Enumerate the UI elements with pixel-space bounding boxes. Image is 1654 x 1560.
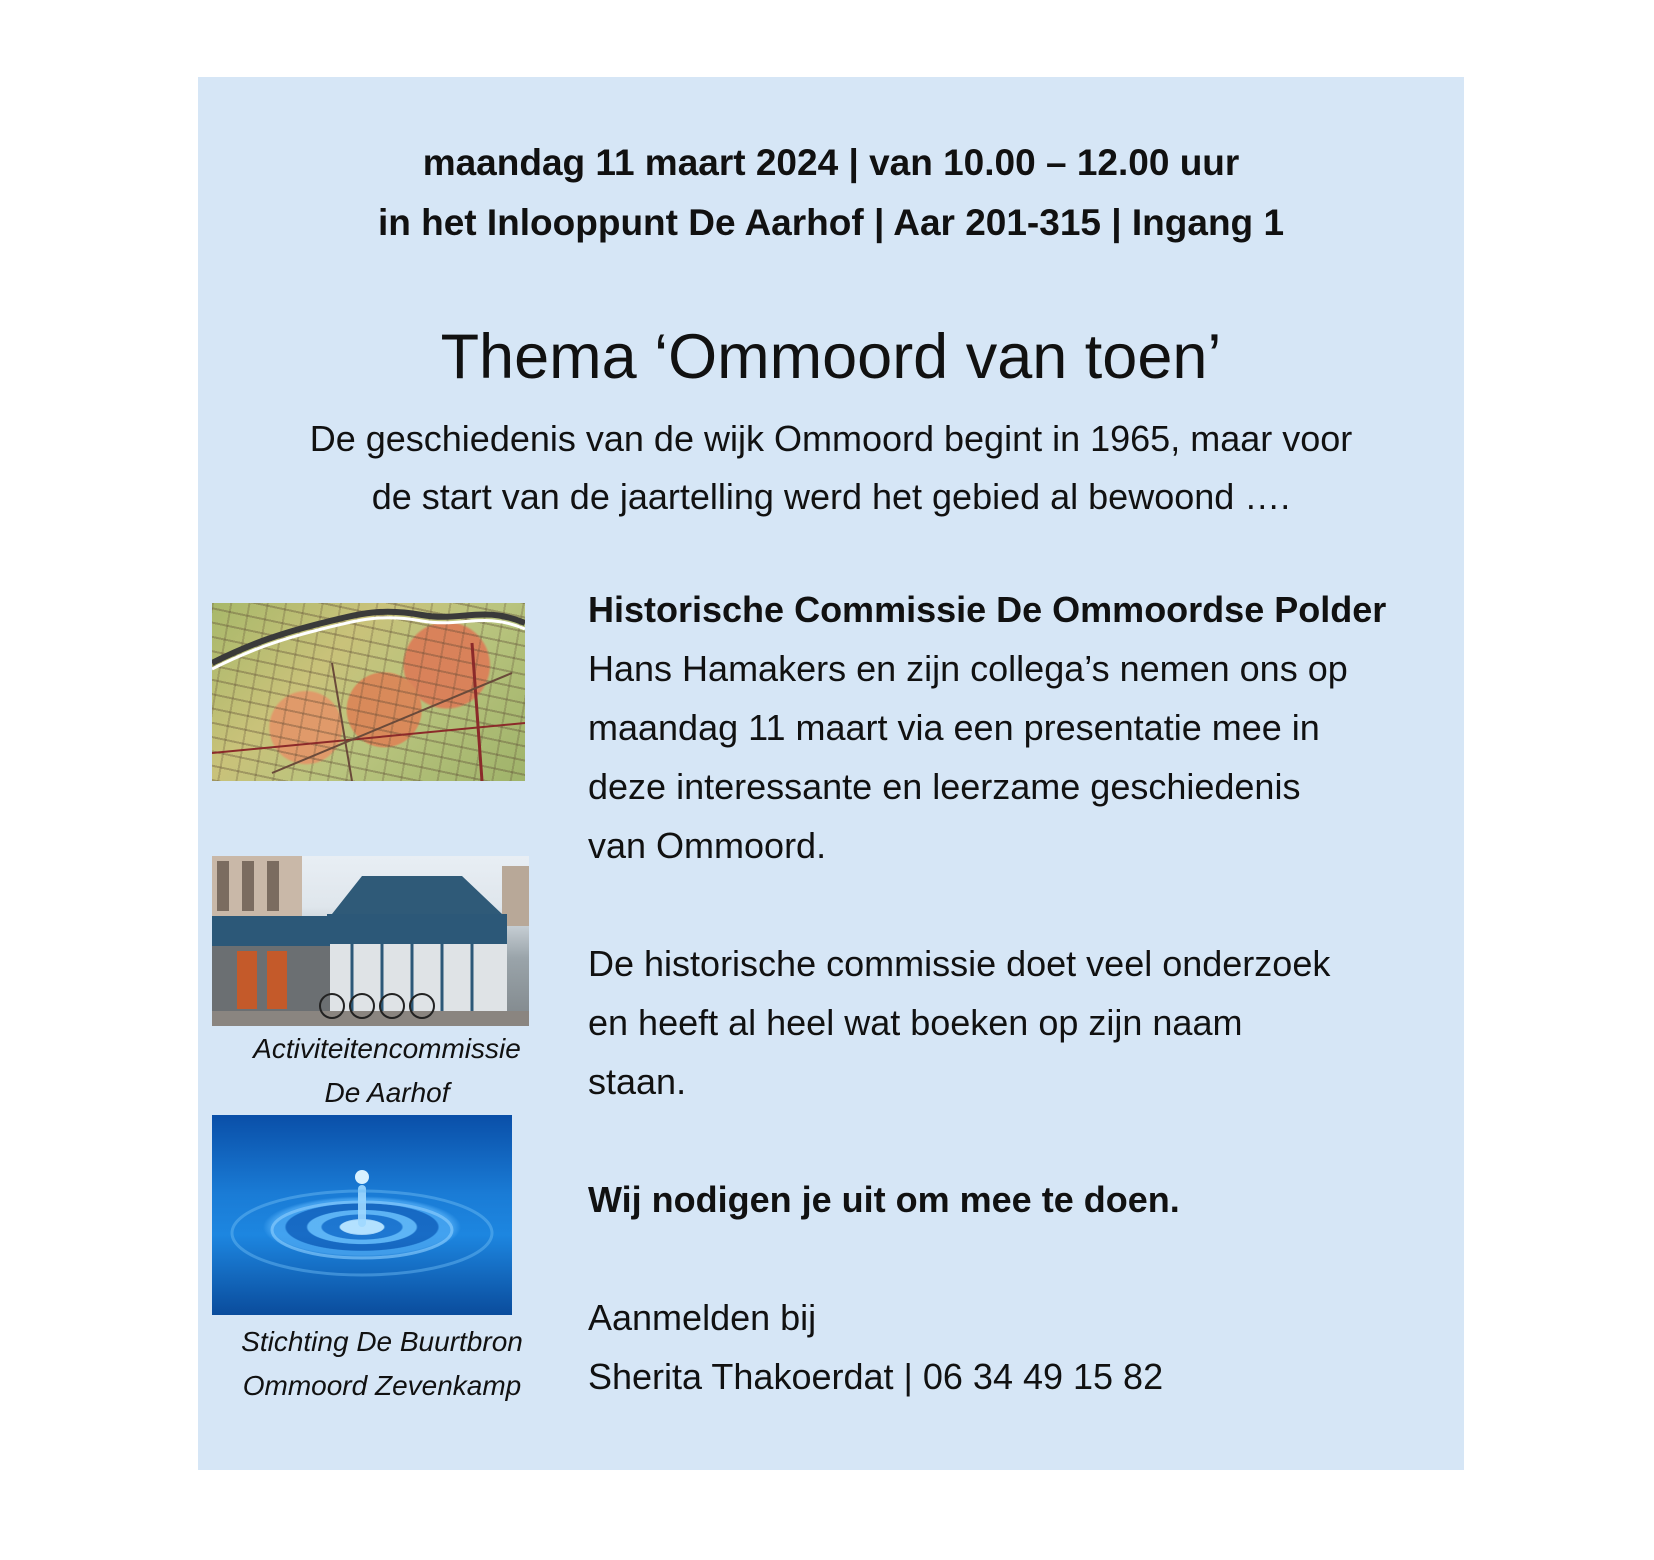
building-caption-line-2: De Aarhof: [324, 1077, 450, 1108]
paragraph-1-line: van Ommoord.: [588, 825, 827, 866]
intro-line-1: De geschiedenis van de wijk Ommoord begint in 1965, maar voor: [309, 418, 1353, 459]
water-drop-image: [212, 1115, 512, 1315]
map-image: [212, 603, 525, 781]
event-location: in het Inlooppunt De Aarhof | Aar 201-315 | Ingang 1: [377, 202, 1285, 243]
signup-contact: Sherita Thakoerdat | 06 34 49 15 82: [588, 1356, 1164, 1397]
paragraph-2-line: en heeft al heel wat boeken op zijn naam: [588, 1002, 1243, 1043]
intro-line-2: de start van de jaartelling werd het gebied al bewoond ….: [371, 476, 1291, 517]
building-caption: [212, 1027, 562, 1115]
paragraph-1-line: deze interessante en leerzame geschiedenis: [588, 766, 1301, 807]
paragraph-1-line: maandag 11 maart via een presentatie mee in: [588, 707, 1320, 748]
building-image: [212, 856, 529, 1026]
water-caption-line-2: Ommoord Zevenkamp: [242, 1370, 522, 1401]
event-date-time: maandag 11 maart 2024 | van 10.00 – 12.00 uur: [422, 142, 1240, 183]
paragraph-2-line: De historische commissie doet veel onderzoek: [588, 943, 1331, 984]
invitation-text: Wij nodigen je uit om mee te doen.: [588, 1179, 1180, 1220]
theme-title: Thema ‘Ommoord van toen’: [440, 322, 1222, 392]
water-caption-line-1: Stichting De Buurtbron: [241, 1326, 523, 1357]
commission-heading: Historische Commissie De Ommoordse Polder: [588, 589, 1387, 630]
signup-label: Aanmelden bij: [588, 1297, 817, 1338]
building-caption-line-1: Activiteitencommissie: [253, 1033, 521, 1064]
paragraph-1-line: Hans Hamakers en zijn collega’s nemen ons op: [588, 648, 1348, 689]
paragraph-2-line: staan.: [588, 1061, 687, 1102]
water-caption: [212, 1320, 552, 1408]
flyer-panel: [198, 77, 1464, 1470]
